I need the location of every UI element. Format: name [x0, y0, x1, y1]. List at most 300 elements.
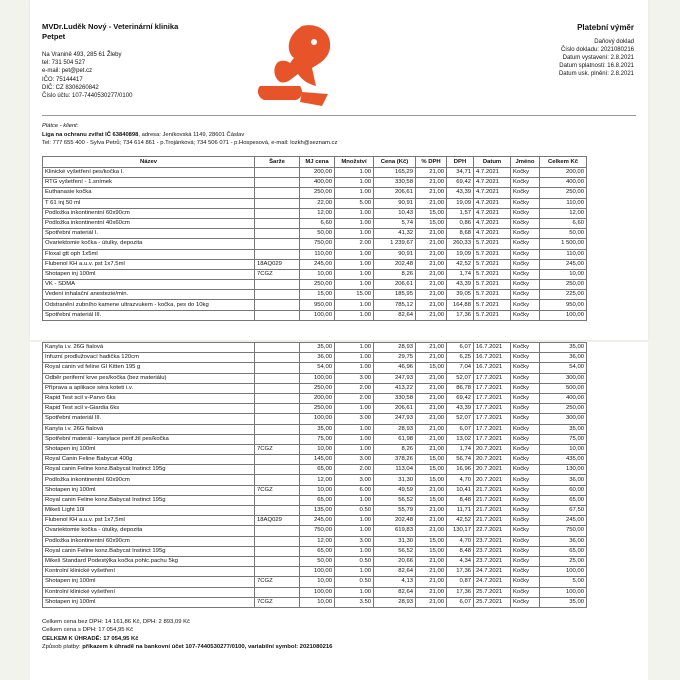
col-batch: [255, 168, 300, 178]
col-date: 21.7.2021: [474, 506, 511, 516]
col-owner: Kočky: [511, 353, 540, 363]
col-quantity: 1.00: [335, 269, 374, 279]
col-vat-rate: 21,00: [416, 269, 447, 279]
header-col-vat-rate: % DPH: [416, 157, 447, 168]
col-owner: Kočky: [511, 495, 540, 505]
col-batch: [255, 280, 300, 290]
col-name: Podložka inkontinentní 40x60cm: [43, 218, 255, 228]
col-quantity: 1.00: [335, 259, 374, 269]
table-row: [43, 269, 587, 279]
col-vat-rate: 21,00: [416, 249, 447, 259]
col-batch: [255, 178, 300, 188]
col-owner: Kočky: [511, 434, 540, 444]
col-unit-price: 50,00: [300, 556, 335, 566]
col-date: 4.7.2021: [474, 168, 511, 178]
table-row: [43, 353, 587, 363]
col-total: 100,00: [540, 310, 587, 320]
col-total: 300,00: [540, 414, 587, 424]
col-owner: Kočky: [511, 383, 540, 393]
table-row: [43, 373, 587, 383]
col-price: 56,52: [374, 495, 416, 505]
sender-info: [42, 51, 132, 100]
col-name: Kanyla i.v. 26G fialová: [43, 343, 255, 353]
col-vat-rate: 21,00: [416, 526, 447, 536]
table-row: [43, 455, 587, 465]
col-batch: [255, 198, 300, 208]
col-name: Shotapen inj 100ml: [43, 269, 255, 279]
col-quantity: 1.00: [335, 495, 374, 505]
items-table-1: [42, 156, 587, 321]
col-total: 36,00: [540, 536, 587, 546]
col-name: Rapid Test scil v-Giardia 6ks: [43, 404, 255, 414]
col-date: 16.7.2021: [474, 343, 511, 353]
col-quantity: 1.00: [335, 363, 374, 373]
doc-info-line: Datum splatnosti: 16.8.2021: [559, 63, 634, 69]
col-price: 413,22: [374, 383, 416, 393]
col-batch: [255, 218, 300, 228]
col-unit-price: 250,00: [300, 280, 335, 290]
doc-info-line: Daňový doklad: [594, 39, 634, 45]
col-batch: [255, 546, 300, 556]
table-row: [43, 290, 587, 300]
col-unit-price: 950,00: [300, 300, 335, 310]
col-total: 950,00: [540, 300, 587, 310]
col-name: Spotřební materál - kanylace perif.žil pes/kočka: [43, 434, 255, 444]
col-vat: 8,48: [447, 546, 474, 556]
col-price: 785,12: [374, 300, 416, 310]
col-vat: 4,34: [447, 556, 474, 566]
col-vat-rate: 15,00: [416, 465, 447, 475]
clinic-brand: Petpet: [42, 32, 66, 41]
col-unit-price: 135,00: [300, 506, 335, 516]
col-vat-rate: 21,00: [416, 198, 447, 208]
col-name: Kontrolní klinické vyšetření: [43, 567, 255, 577]
col-name: Ovariektomie kočka - útulky, depozita: [43, 239, 255, 249]
col-vat: 8,48: [447, 495, 474, 505]
col-price: 82,64: [374, 567, 416, 577]
col-total: 35,00: [540, 424, 587, 434]
col-total: 400,00: [540, 178, 587, 188]
col-batch: [255, 383, 300, 393]
col-price: 5,74: [374, 218, 416, 228]
col-name: Podložka inkontinentní 60x90cm: [43, 475, 255, 485]
col-batch: [255, 373, 300, 383]
col-total: 5,00: [540, 577, 587, 587]
table-row: [43, 506, 587, 516]
totals: [42, 618, 332, 652]
col-total: 75,00: [540, 434, 587, 444]
col-date: 21.7.2021: [474, 495, 511, 505]
client-info: [42, 122, 337, 148]
col-vat: 164,88: [447, 300, 474, 310]
clinic-header: [42, 22, 178, 42]
col-price: 82,64: [374, 310, 416, 320]
col-unit-price: 75,00: [300, 434, 335, 444]
col-total: 200,00: [540, 168, 587, 178]
col-name: Infuzní prodlužovací hadička 120cm: [43, 353, 255, 363]
col-vat-rate: 21,00: [416, 300, 447, 310]
col-quantity: 3.00: [335, 414, 374, 424]
col-price: 113,04: [374, 465, 416, 475]
col-unit-price: 245,00: [300, 259, 335, 269]
table-row: [43, 178, 587, 188]
table-row: [43, 424, 587, 434]
table-row: [43, 444, 587, 454]
col-quantity: 2.00: [335, 465, 374, 475]
col-name: Podložka inkontinentní 60x90cm: [43, 208, 255, 218]
col-unit-price: 100,00: [300, 587, 335, 597]
col-name: Spotřební materiál I.: [43, 229, 255, 239]
col-vat-rate: 21,00: [416, 434, 447, 444]
col-date: 4.7.2021: [474, 208, 511, 218]
col-unit-price: 35,00: [300, 424, 335, 434]
col-quantity: 1.00: [335, 188, 374, 198]
col-price: 29,75: [374, 353, 416, 363]
col-vat-rate: 21,00: [416, 597, 447, 607]
invoice-page-2: [30, 342, 648, 680]
col-date: 23.7.2021: [474, 536, 511, 546]
table-row: [43, 597, 587, 607]
col-batch: [255, 495, 300, 505]
col-vat: 17,36: [447, 587, 474, 597]
col-name: Spotřební materiál III.: [43, 310, 255, 320]
col-name: Podložka inkontinentní 60x90cm: [43, 536, 255, 546]
table-row: [43, 229, 587, 239]
col-name: Ovariektomie kočka - útulky, depozita: [43, 526, 255, 536]
col-quantity: 0.50: [335, 506, 374, 516]
col-vat: 34,71: [447, 168, 474, 178]
col-name: RTG vyšetření - 1.snímek: [43, 178, 255, 188]
col-owner: Kočky: [511, 290, 540, 300]
col-quantity: 5.00: [335, 198, 374, 208]
col-owner: Kočky: [511, 465, 540, 475]
header-col-name: Název: [43, 157, 255, 168]
col-price: 90,91: [374, 198, 416, 208]
col-name: Shotapen inj 100ml: [43, 485, 255, 495]
col-date: 17.7.2021: [474, 424, 511, 434]
col-unit-price: 100,00: [300, 373, 335, 383]
table-row: [43, 475, 587, 485]
col-vat: 6,07: [447, 597, 474, 607]
sender-line: Číslo účtu: 107-7440530277/0100: [42, 93, 133, 100]
col-total: 35,00: [540, 597, 587, 607]
col-date: 5.7.2021: [474, 269, 511, 279]
total-with-vat: Celkem cena s DPH: 17 054,95 Kč: [42, 627, 134, 634]
col-total: 54,00: [540, 363, 587, 373]
col-batch: [255, 556, 300, 566]
col-quantity: 1.00: [335, 343, 374, 353]
col-price: 206,61: [374, 280, 416, 290]
col-owner: Kočky: [511, 546, 540, 556]
col-owner: Kočky: [511, 269, 540, 279]
total-without-vat: Celkem cena bez DPH: 14 161,86 Kč, DPH: 2 893,09 Kč: [42, 619, 190, 625]
col-total: 245,00: [540, 516, 587, 526]
col-vat: 52,07: [447, 373, 474, 383]
col-quantity: 1.00: [335, 444, 374, 454]
col-date: 24.7.2021: [474, 567, 511, 577]
col-unit-price: 100,00: [300, 567, 335, 577]
col-quantity: 1.00: [335, 424, 374, 434]
col-total: 250,00: [540, 404, 587, 414]
col-vat-rate: 15,00: [416, 218, 447, 228]
col-owner: Kočky: [511, 526, 540, 536]
col-unit-price: 15,00: [300, 290, 335, 300]
col-total: 12,00: [540, 208, 587, 218]
col-vat-rate: 21,00: [416, 506, 447, 516]
col-date: 4.7.2021: [474, 218, 511, 228]
col-vat-rate: 21,00: [416, 168, 447, 178]
col-price: 206,61: [374, 404, 416, 414]
col-vat: 42,52: [447, 516, 474, 526]
col-quantity: 1.00: [335, 434, 374, 444]
col-vat: 69,42: [447, 393, 474, 403]
clinic-name: MVDr.Luděk Nový - Veterinární klinika: [42, 22, 179, 31]
col-vat-rate: 21,00: [416, 373, 447, 383]
col-batch: [255, 363, 300, 373]
col-name: Odstranění zubního kamene ultrazvukem - kočka, pes do 10kg: [43, 300, 255, 310]
col-date: 21.7.2021: [474, 516, 511, 526]
table-row: [43, 280, 587, 290]
col-batch: [255, 434, 300, 444]
col-owner: Kočky: [511, 239, 540, 249]
col-total: 750,00: [540, 526, 587, 536]
col-vat-rate: 21,00: [416, 383, 447, 393]
col-quantity: 3.50: [335, 597, 374, 607]
col-vat: 52,07: [447, 414, 474, 424]
col-price: 202,48: [374, 516, 416, 526]
header-col-owner: Jméno: [511, 157, 540, 168]
col-price: 330,58: [374, 178, 416, 188]
col-date: 16.7.2021: [474, 353, 511, 363]
col-vat-rate: 21,00: [416, 259, 447, 269]
col-owner: Kočky: [511, 444, 540, 454]
header-col-quantity: Množství: [335, 157, 374, 168]
col-price: 61,98: [374, 434, 416, 444]
col-total: 1 500,00: [540, 239, 587, 249]
col-batch: [255, 239, 300, 249]
col-vat-rate: 21,00: [416, 567, 447, 577]
sender-line: e-mail: pet@pet.cz: [42, 68, 93, 75]
col-vat: 43,39: [447, 404, 474, 414]
col-vat: 86,78: [447, 383, 474, 393]
col-total: 36,00: [540, 353, 587, 363]
table-row: [43, 218, 587, 228]
col-quantity: 2.00: [335, 383, 374, 393]
col-total: 36,00: [540, 475, 587, 485]
col-unit-price: 35,00: [300, 343, 335, 353]
table-row: [43, 404, 587, 414]
col-batch: [255, 393, 300, 403]
col-date: 23.7.2021: [474, 546, 511, 556]
col-vat-rate: 21,00: [416, 239, 447, 249]
col-quantity: 1.00: [335, 567, 374, 577]
sender-line: DIČ: CZ 8306260842: [42, 84, 99, 91]
client-label: Plátce - klient:: [42, 123, 79, 129]
col-quantity: 1.00: [335, 249, 374, 259]
table-row: [43, 343, 587, 353]
col-batch: [255, 229, 300, 239]
col-batch: [255, 343, 300, 353]
table-row: [43, 198, 587, 208]
col-batch: 18AQ029: [255, 516, 300, 526]
header-col-vat: DPH: [447, 157, 474, 168]
col-unit-price: 10,00: [300, 485, 335, 495]
col-price: 10,43: [374, 208, 416, 218]
table-row: [43, 239, 587, 249]
table-row: [43, 434, 587, 444]
col-batch: [255, 465, 300, 475]
col-price: 202,48: [374, 259, 416, 269]
col-price: 82,64: [374, 587, 416, 597]
col-total: 225,00: [540, 290, 587, 300]
col-batch: [255, 536, 300, 546]
col-total: 110,00: [540, 249, 587, 259]
col-total: 67,50: [540, 506, 587, 516]
col-price: 28,93: [374, 597, 416, 607]
col-owner: Kočky: [511, 300, 540, 310]
table-row: [43, 259, 587, 269]
col-name: Shotapen inj 100ml: [43, 444, 255, 454]
col-vat: 19,09: [447, 198, 474, 208]
col-vat: 4,70: [447, 475, 474, 485]
col-name: Royal canin Feline konz.Babycat Instinct 195g: [43, 465, 255, 475]
col-vat: 69,42: [447, 178, 474, 188]
col-price: 90,91: [374, 249, 416, 259]
col-unit-price: 100,00: [300, 310, 335, 320]
col-owner: Kočky: [511, 587, 540, 597]
col-owner: Kočky: [511, 597, 540, 607]
col-price: 4,13: [374, 577, 416, 587]
col-vat: 6,25: [447, 353, 474, 363]
col-vat: 43,39: [447, 280, 474, 290]
table-row: [43, 465, 587, 475]
col-price: 619,83: [374, 526, 416, 536]
invoice-page-1: [30, 0, 648, 340]
total-to-pay: CELKEM K ÚHRADĚ: 17 054,95 Kč: [42, 635, 139, 642]
col-total: 110,00: [540, 198, 587, 208]
col-quantity: 1.00: [335, 218, 374, 228]
col-name: Floxal gtt oph 1x5ml: [43, 249, 255, 259]
col-quantity: 1.00: [335, 546, 374, 556]
col-owner: Kočky: [511, 259, 540, 269]
col-vat-rate: 15,00: [416, 495, 447, 505]
petpet-logo-icon: [256, 22, 336, 110]
col-date: 17.7.2021: [474, 383, 511, 393]
col-unit-price: 200,00: [300, 393, 335, 403]
col-vat-rate: 21,00: [416, 404, 447, 414]
col-date: 20.7.2021: [474, 455, 511, 465]
col-name: T 61 inj 50 ml: [43, 198, 255, 208]
col-vat-rate: 21,00: [416, 424, 447, 434]
col-total: 250,00: [540, 188, 587, 198]
table-row: [43, 249, 587, 259]
col-date: 21.7.2021: [474, 485, 511, 495]
col-date: 20.7.2021: [474, 465, 511, 475]
col-date: 23.7.2021: [474, 556, 511, 566]
col-price: 185,95: [374, 290, 416, 300]
sender-line: Na Vranině 493, 285 61 Žleby: [42, 52, 122, 58]
col-owner: Kočky: [511, 198, 540, 208]
col-unit-price: 22,00: [300, 198, 335, 208]
col-quantity: 2.00: [335, 393, 374, 403]
col-price: 28,93: [374, 343, 416, 353]
client-contact: Tel: 777 655 400 - Sylva Petrů; 734 614 861 - p.Trojánková; 734 506 071 - p.Hospesová, e-mail: lozkh@seznam.cz: [42, 140, 338, 146]
col-vat-rate: 21,00: [416, 444, 447, 454]
col-name: Příprava a aplikace séra koteti i.v.: [43, 383, 255, 393]
payment-label: Způsob platby:: [42, 644, 83, 651]
col-price: 247,93: [374, 414, 416, 424]
col-quantity: 1.00: [335, 280, 374, 290]
col-quantity: 6.00: [335, 485, 374, 495]
col-batch: [255, 475, 300, 485]
col-date: 20.7.2021: [474, 475, 511, 485]
col-unit-price: 250,00: [300, 383, 335, 393]
col-name: Rapid Test scil v-Parvo 6ks: [43, 393, 255, 403]
client-name: Liga na ochranu zvířat IČ 63840898: [42, 131, 139, 138]
col-unit-price: 145,00: [300, 455, 335, 465]
col-vat: 56,74: [447, 455, 474, 465]
col-name: Odběr periferní krve pes/kočka (bez materiálu): [43, 373, 255, 383]
sender-line: tel: 731 504 527: [42, 60, 86, 67]
col-unit-price: 65,00: [300, 465, 335, 475]
col-vat-rate: 21,00: [416, 343, 447, 353]
table-row: [43, 300, 587, 310]
col-owner: Kočky: [511, 393, 540, 403]
col-price: 28,93: [374, 424, 416, 434]
col-price: 41,32: [374, 229, 416, 239]
col-owner: Kočky: [511, 536, 540, 546]
header-col-price: Cena (Kč): [374, 157, 416, 168]
col-batch: 7CGZ: [255, 597, 300, 607]
col-total: 400,00: [540, 393, 587, 403]
col-name: Spotřební materiál III.: [43, 414, 255, 424]
col-quantity: 1.00: [335, 353, 374, 363]
col-owner: Kočky: [511, 168, 540, 178]
col-total: 65,00: [540, 546, 587, 556]
col-total: 100,00: [540, 587, 587, 597]
payment-method: příkazem k úhradě na bankovní účet 107-7440530277/0100, variabilní symbol: 2021080216: [82, 644, 333, 651]
col-owner: Kočky: [511, 424, 540, 434]
col-name: Shotapen inj 100ml: [43, 597, 255, 607]
col-batch: [255, 188, 300, 198]
col-name: Flubenol KH a.u.v. pst 1x7,5ml: [43, 516, 255, 526]
col-batch: [255, 506, 300, 516]
col-batch: [255, 455, 300, 465]
col-quantity: 3.00: [335, 536, 374, 546]
col-unit-price: 10,00: [300, 444, 335, 454]
table-row: [43, 536, 587, 546]
col-quantity: 0.50: [335, 556, 374, 566]
col-quantity: 15.00: [335, 290, 374, 300]
col-vat: 4,70: [447, 536, 474, 546]
document-info: [559, 38, 634, 78]
col-vat-rate: 15,00: [416, 208, 447, 218]
col-owner: Kočky: [511, 343, 540, 353]
col-total: 60,00: [540, 485, 587, 495]
col-vat: 130,17: [447, 526, 474, 536]
col-unit-price: 50,00: [300, 229, 335, 239]
col-unit-price: 400,00: [300, 178, 335, 188]
col-date: 5.7.2021: [474, 239, 511, 249]
col-quantity: 3.00: [335, 455, 374, 465]
col-vat: 1,74: [447, 269, 474, 279]
col-batch: 18AQ029: [255, 259, 300, 269]
col-date: 4.7.2021: [474, 198, 511, 208]
col-date: 4.7.2021: [474, 188, 511, 198]
table-row: [43, 363, 587, 373]
col-batch: [255, 526, 300, 536]
col-vat: 16,96: [447, 465, 474, 475]
